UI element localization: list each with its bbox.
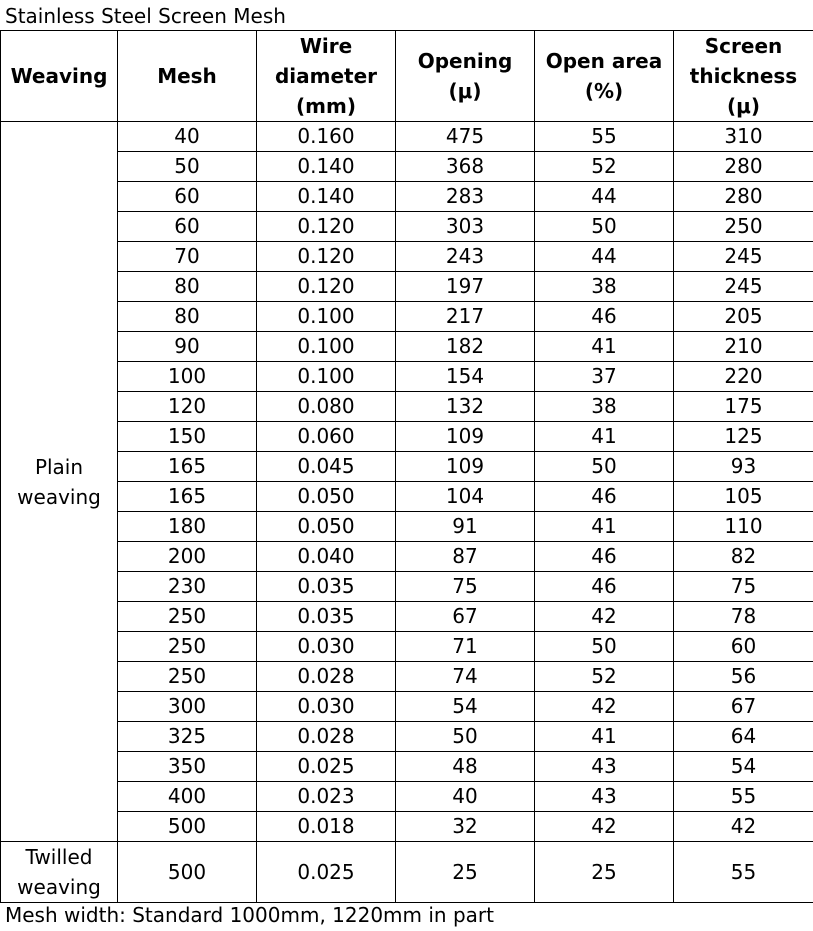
screen-thickness-cell: 210 [674,332,813,362]
screen-thickness-cell: 67 [674,692,813,722]
wire-diameter-cell: 0.040 [257,542,396,572]
wire-diameter-cell: 0.060 [257,422,396,452]
screen-thickness-cell: 110 [674,512,813,542]
opening-cell: 40 [396,782,535,812]
table-row [1,632,813,662]
wire-diameter-cell: 0.023 [257,782,396,812]
screen-thickness-cell: 82 [674,542,813,572]
opening-cell: 217 [396,302,535,332]
mesh-cell: 200 [118,542,257,572]
mesh-cell: 165 [118,482,257,512]
open-area-cell: 50 [535,452,674,482]
mesh-cell: 325 [118,722,257,752]
header-mesh: Mesh [118,31,257,122]
table-title: Stainless Steel Screen Mesh [5,4,286,28]
wire-diameter-cell: 0.050 [257,482,396,512]
opening-cell: 50 [396,722,535,752]
table-row [1,812,813,842]
table-row [1,122,813,152]
opening-cell: 104 [396,482,535,512]
opening-cell: 67 [396,602,535,632]
mesh-cell: 500 [118,812,257,842]
opening-cell: 74 [396,662,535,692]
opening-cell: 32 [396,812,535,842]
screen-thickness-cell: 54 [674,752,813,782]
table-row [1,722,813,752]
opening-cell: 91 [396,512,535,542]
screen-thickness-cell: 55 [674,842,813,903]
mesh-cell: 250 [118,662,257,692]
header-wire-diameter: Wire diameter (mm) [257,31,396,122]
mesh-cell: 70 [118,242,257,272]
header-open-area: Open area (%) [535,31,674,122]
table-body [1,122,813,903]
open-area-cell: 41 [535,512,674,542]
wire-diameter-cell: 0.028 [257,662,396,692]
header-weaving: Weaving [1,31,118,122]
open-area-cell: 38 [535,272,674,302]
table-row [1,602,813,632]
wire-diameter-cell: 0.050 [257,512,396,542]
open-area-cell: 46 [535,482,674,512]
table-row [1,542,813,572]
mesh-cell: 80 [118,302,257,332]
wire-diameter-cell: 0.140 [257,152,396,182]
screen-thickness-cell: 60 [674,632,813,662]
table-row [1,272,813,302]
mesh-cell: 90 [118,332,257,362]
mesh-cell: 250 [118,632,257,662]
open-area-cell: 44 [535,242,674,272]
mesh-cell: 120 [118,392,257,422]
mesh-cell: 250 [118,602,257,632]
screen-thickness-cell: 280 [674,152,813,182]
screen-thickness-cell: 125 [674,422,813,452]
screen-thickness-cell: 245 [674,272,813,302]
open-area-cell: 50 [535,632,674,662]
opening-cell: 197 [396,272,535,302]
open-area-cell: 42 [535,692,674,722]
table-row [1,392,813,422]
wire-diameter-cell: 0.028 [257,722,396,752]
open-area-cell: 52 [535,152,674,182]
table-row [1,182,813,212]
open-area-cell: 50 [535,212,674,242]
table-row [1,512,813,542]
open-area-cell: 41 [535,332,674,362]
mesh-cell: 230 [118,572,257,602]
opening-cell: 71 [396,632,535,662]
mesh-cell: 300 [118,692,257,722]
screen-thickness-cell: 245 [674,242,813,272]
table-row [1,662,813,692]
header-screen-thickness: Screen thickness (μ) [674,31,813,122]
opening-cell: 303 [396,212,535,242]
table-row [1,332,813,362]
table-row [1,212,813,242]
mesh-cell: 180 [118,512,257,542]
open-area-cell: 55 [535,122,674,152]
wire-diameter-cell: 0.100 [257,362,396,392]
table-row [1,152,813,182]
open-area-cell: 38 [535,392,674,422]
opening-cell: 25 [396,842,535,903]
opening-cell: 109 [396,422,535,452]
table-row [1,752,813,782]
wire-diameter-cell: 0.100 [257,332,396,362]
screen-thickness-cell: 55 [674,782,813,812]
open-area-cell: 43 [535,782,674,812]
weaving-plain: Plain weaving [1,122,118,842]
opening-cell: 132 [396,392,535,422]
wire-diameter-cell: 0.030 [257,632,396,662]
wire-diameter-cell: 0.120 [257,212,396,242]
mesh-cell: 350 [118,752,257,782]
screen-thickness-cell: 280 [674,182,813,212]
mesh-cell: 100 [118,362,257,392]
open-area-cell: 52 [535,662,674,692]
table-row [1,302,813,332]
open-area-cell: 43 [535,752,674,782]
table-row [1,842,813,903]
screen-thickness-cell: 175 [674,392,813,422]
mesh-spec-table [0,30,813,903]
opening-cell: 243 [396,242,535,272]
screen-thickness-cell: 42 [674,812,813,842]
wire-diameter-cell: 0.025 [257,752,396,782]
opening-cell: 475 [396,122,535,152]
wire-diameter-cell: 0.160 [257,122,396,152]
mesh-width-note: Mesh width: Standard 1000mm, 1220mm in part [5,903,494,927]
mesh-cell: 150 [118,422,257,452]
screen-thickness-cell: 310 [674,122,813,152]
weaving-twilled: Twilled weaving [1,842,118,903]
table-row [1,692,813,722]
wire-diameter-cell: 0.100 [257,302,396,332]
mesh-cell: 50 [118,152,257,182]
screen-thickness-cell: 105 [674,482,813,512]
opening-cell: 283 [396,182,535,212]
opening-cell: 48 [396,752,535,782]
opening-cell: 182 [396,332,535,362]
wire-diameter-cell: 0.030 [257,692,396,722]
screen-thickness-cell: 93 [674,452,813,482]
screen-thickness-cell: 220 [674,362,813,392]
opening-cell: 154 [396,362,535,392]
table-row [1,452,813,482]
mesh-cell: 80 [118,272,257,302]
opening-cell: 109 [396,452,535,482]
wire-diameter-cell: 0.120 [257,242,396,272]
table-row [1,422,813,452]
mesh-cell: 400 [118,782,257,812]
opening-cell: 368 [396,152,535,182]
opening-cell: 54 [396,692,535,722]
wire-diameter-cell: 0.080 [257,392,396,422]
wire-diameter-cell: 0.045 [257,452,396,482]
header-row [1,31,813,122]
screen-thickness-cell: 78 [674,602,813,632]
wire-diameter-cell: 0.035 [257,572,396,602]
screen-thickness-cell: 75 [674,572,813,602]
open-area-cell: 41 [535,722,674,752]
open-area-cell: 46 [535,572,674,602]
open-area-cell: 42 [535,602,674,632]
wire-diameter-cell: 0.140 [257,182,396,212]
open-area-cell: 25 [535,842,674,903]
open-area-cell: 37 [535,362,674,392]
table-row [1,242,813,272]
table-row [1,482,813,512]
table-row [1,362,813,392]
mesh-cell: 60 [118,212,257,242]
screen-thickness-cell: 64 [674,722,813,752]
opening-cell: 87 [396,542,535,572]
mesh-cell: 60 [118,182,257,212]
wire-diameter-cell: 0.035 [257,602,396,632]
header-opening: Opening (μ) [396,31,535,122]
wire-diameter-cell: 0.025 [257,842,396,903]
open-area-cell: 44 [535,182,674,212]
open-area-cell: 46 [535,302,674,332]
table-row [1,782,813,812]
mesh-cell: 500 [118,842,257,903]
mesh-cell: 40 [118,122,257,152]
wire-diameter-cell: 0.018 [257,812,396,842]
screen-thickness-cell: 250 [674,212,813,242]
screen-thickness-cell: 56 [674,662,813,692]
screen-thickness-cell: 205 [674,302,813,332]
wire-diameter-cell: 0.120 [257,272,396,302]
open-area-cell: 42 [535,812,674,842]
opening-cell: 75 [396,572,535,602]
mesh-cell: 165 [118,452,257,482]
open-area-cell: 41 [535,422,674,452]
table-row [1,572,813,602]
open-area-cell: 46 [535,542,674,572]
